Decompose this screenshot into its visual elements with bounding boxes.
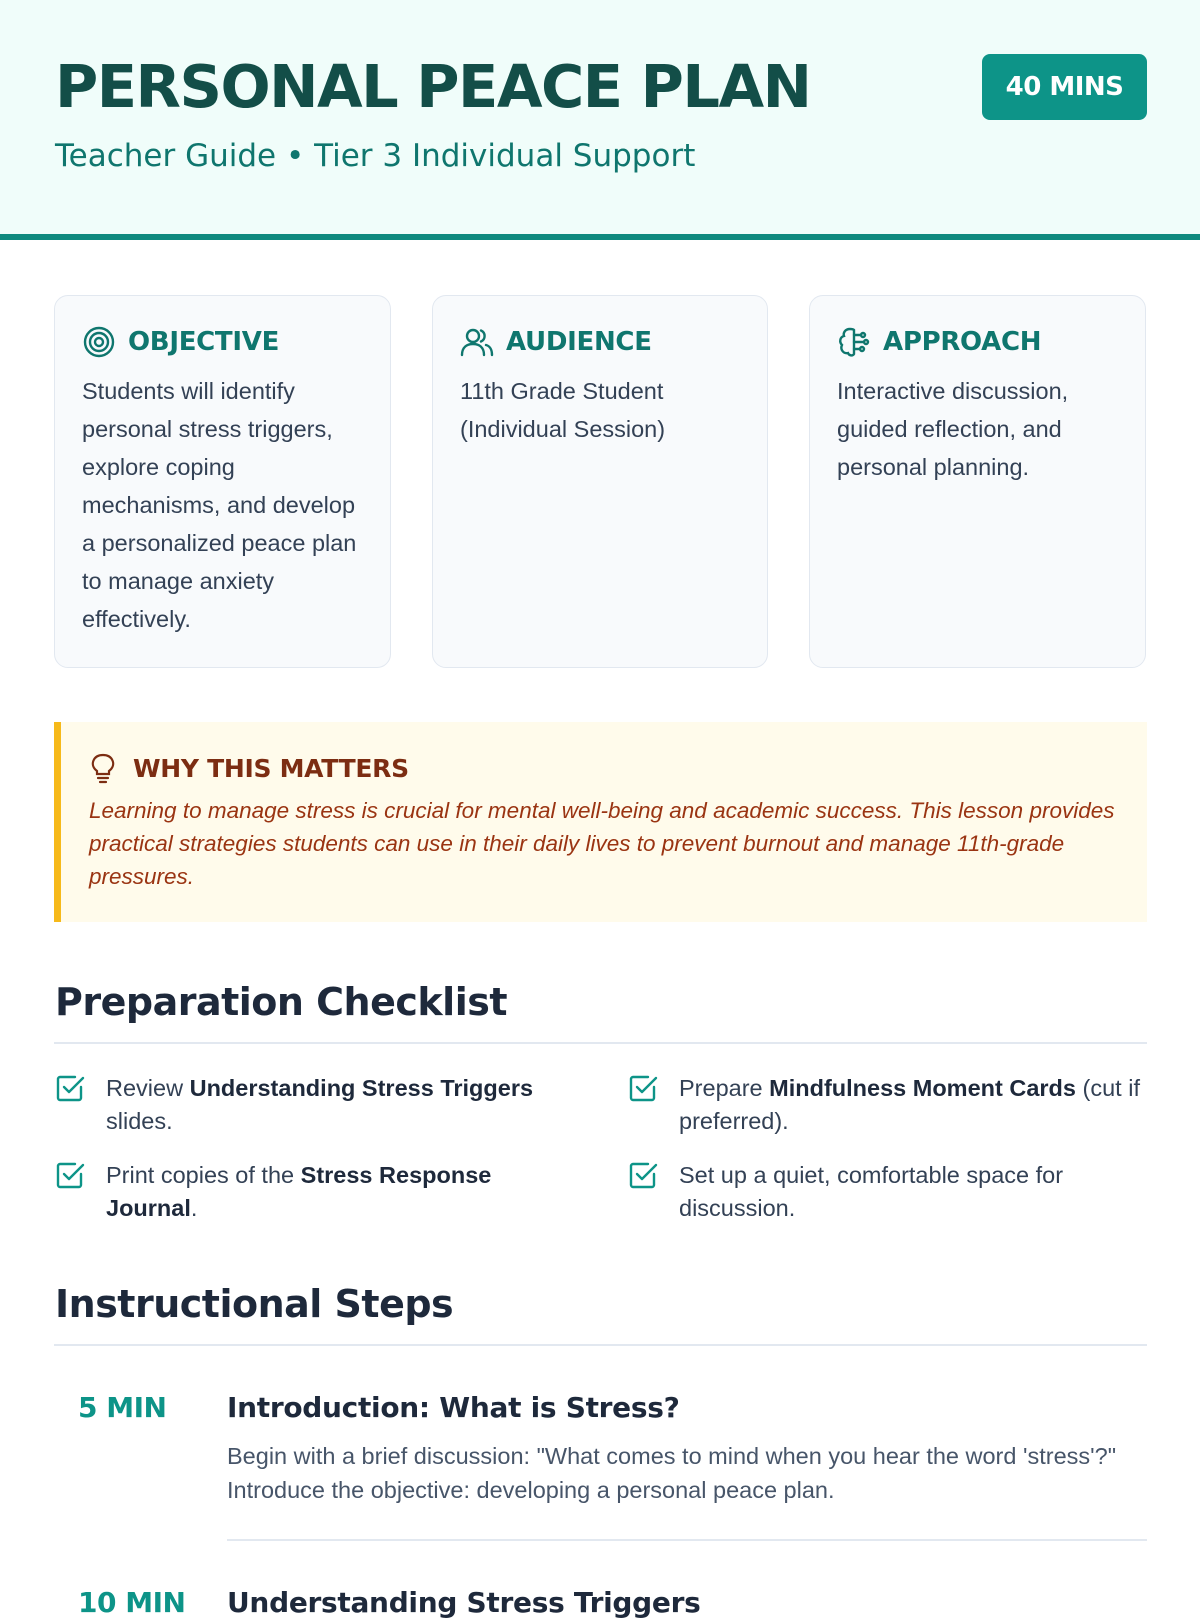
checklist-item [54, 1159, 574, 1225]
approach-text: Interactive discussion, guided reflection, and personal planning. [837, 378, 1069, 480]
audience-text: 11th Grade Student (Individual Session) [460, 378, 666, 442]
checklist-item-text: Review Understanding Stress Triggers slides. [106, 1075, 534, 1134]
steps-heading: Instructional Steps [55, 1282, 454, 1326]
step-divider [227, 1539, 1147, 1541]
checkbox-checked-icon [54, 1072, 86, 1104]
checklist-item-text: Set up a quiet, comfortable space for discussion. [679, 1162, 1064, 1221]
checklist-item [627, 1159, 1147, 1225]
step-row [54, 1586, 1147, 1619]
callout-title: WHY THIS MATTERS [133, 753, 409, 783]
checkbox-checked-icon [627, 1159, 659, 1191]
checklist-item [54, 1072, 574, 1138]
target-icon [82, 325, 116, 359]
objective-text: Students will identify personal stress triggers, explore coping mechanisms, and develop a personalized peace plan to manage anxiety effectively. [82, 378, 357, 632]
checklist-item-text: Prepare Mindfulness Moment Cards (cut if preferred). [679, 1075, 1140, 1134]
callout-text: Learning to manage stress is crucial for mental well-being and academic success. This lesson provides practical strategies students can use in their daily lives to prevent burnout and manage 11th-grade pressures. [89, 798, 1115, 889]
checklist-heading: Preparation Checklist [55, 980, 508, 1024]
page-header [0, 0, 1200, 240]
lightbulb-icon [89, 752, 117, 784]
page-title: PERSONAL PEACE PLAN [55, 52, 811, 121]
checkbox-checked-icon [54, 1159, 86, 1191]
steps-divider [54, 1344, 1147, 1346]
checklist-divider [54, 1042, 1147, 1044]
approach-card [809, 295, 1146, 668]
approach-title: APPROACH [883, 327, 1042, 357]
audience-title: AUDIENCE [506, 327, 652, 357]
step-title: Introduction: What is Stress? [227, 1391, 680, 1424]
checkbox-checked-icon [627, 1072, 659, 1104]
users-icon [460, 325, 494, 359]
checklist-item-text: Print copies of the Stress Response Journal. [106, 1162, 492, 1221]
audience-card [432, 295, 768, 668]
why-this-matters-callout [54, 722, 1147, 922]
step-title: Understanding Stress Triggers [227, 1586, 701, 1619]
brain-icon [837, 325, 871, 359]
checklist-item [627, 1072, 1147, 1138]
step-duration: 10 MIN [78, 1586, 186, 1619]
step-description: Begin with a brief discussion: "What comes to mind when you hear the word 'stress'?" Introduce the objective: developing a personal peace plan. [227, 1443, 1117, 1503]
step-duration: 5 MIN [78, 1391, 167, 1424]
step-row [54, 1391, 1147, 1551]
objective-card [54, 295, 391, 668]
objective-title: OBJECTIVE [128, 327, 280, 357]
page-subtitle: Teacher Guide • Tier 3 Individual Support [55, 138, 696, 174]
duration-badge: 40 MINS [982, 54, 1147, 120]
